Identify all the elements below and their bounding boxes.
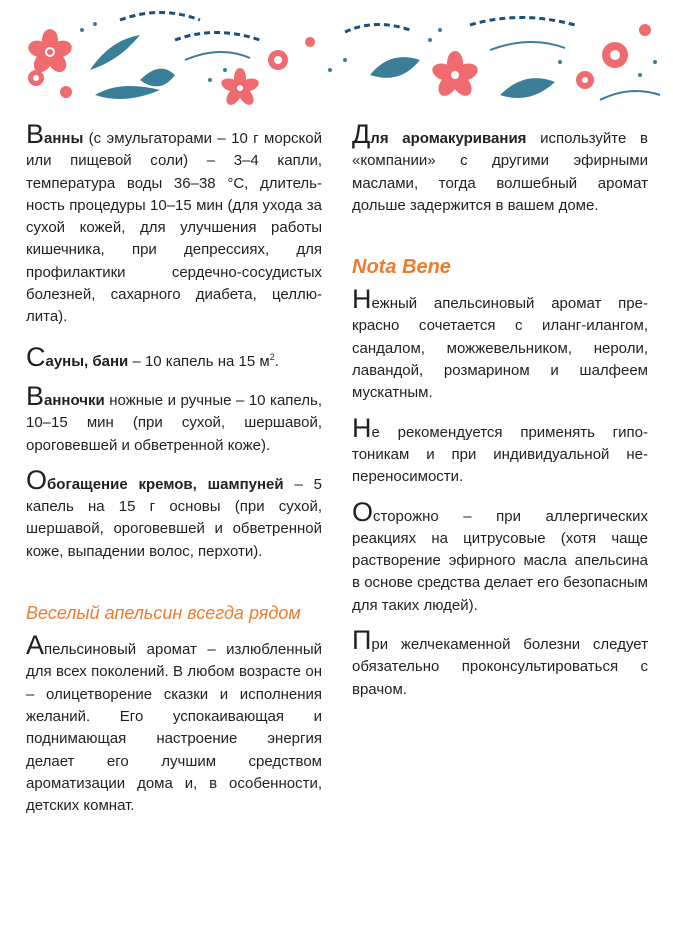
drop-cap: В <box>26 380 45 411</box>
nota-bene-item <box>352 496 648 617</box>
baths-term: анны <box>44 130 84 147</box>
drop-cap: С <box>26 341 46 372</box>
drop-cap: В <box>26 119 45 149</box>
enrich-paragraph <box>26 464 322 563</box>
right-column <box>352 119 648 701</box>
nota-bene-item <box>352 412 648 489</box>
drop-cap: Н <box>352 284 372 315</box>
saunas-paragraph <box>26 341 322 373</box>
drop-cap: П <box>352 625 372 656</box>
floral-banner <box>0 0 673 112</box>
drop-cap: О <box>352 496 374 527</box>
hand-foot-text: ножные и ручные – 10 капель, 10–15 мин (при сухой, шершавой, ороговевшей и обветренной коже). <box>26 391 322 454</box>
fumigation-paragraph <box>352 119 648 217</box>
aroma-text: пельсиновый аромат – излюбленный для всех поколений. В любом возрасте он – олицетворение сказки и исполнения желаний. Его успокаивающая и поднимающая настроение энергия делает его лучшим средством ароматизации дома и, в особенности, детских комнат. <box>26 641 322 815</box>
enrich-text: – 5 капель на 15 г основы (при сухой, шершавой, ороговевшей и обветренной коже, выпадении волос, перхоти). <box>26 475 322 560</box>
aroma-paragraph <box>26 630 322 817</box>
saunas-tail: . <box>274 352 279 370</box>
flower-icon <box>26 13 660 108</box>
drop-cap: А <box>26 630 45 661</box>
section-title-orange: Веселый апельсин всегда рядом <box>26 603 301 624</box>
nota-bene-item <box>352 625 648 701</box>
drop-cap: Н <box>352 412 372 443</box>
saunas-term: ауны, бани <box>45 352 129 370</box>
nota-bene-title: Nota Bene <box>352 256 451 279</box>
nota-bene-text: ежный апельсиновый аромат прекрасно сочетается с иланг-илангом, сандалом, можжевельником, нероли, лавандой, розмарином и шалфеем мускатным. <box>352 295 648 402</box>
hand-foot-paragraph <box>26 380 322 457</box>
nota-bene-text: е рекомендуется применять гипотоникам и при индивидуальной непереносимости. <box>352 423 648 486</box>
fumigation-text: используйте в «компании» с другими эфирными маслами, тогда волшебный аромат дольше задержится в вашем доме. <box>352 130 648 214</box>
superscript: 2 <box>269 351 275 362</box>
nota-bene-text: сторожно – при аллергических реакциях на цитрусовые (хотя чаще растворение эфирного масла апельсина в основе средства делает его безопасным для таких людей). <box>352 507 648 614</box>
drop-cap: Д <box>352 119 371 149</box>
fumigation-term: ля аромакуривания <box>370 130 527 147</box>
drop-cap: О <box>26 464 48 495</box>
nota-bene-item <box>352 284 648 404</box>
baths-paragraph <box>26 119 322 329</box>
enrich-term: богащение кремов, шампуней <box>47 475 284 493</box>
nota-bene-text: ри желчекаменной болезни следует обязательно проконсультироваться с врачом. <box>352 636 648 698</box>
hand-foot-term: анночки <box>44 391 105 409</box>
saunas-text: – 10 капель на 15 м <box>128 352 270 370</box>
baths-text: (с эмульгаторами – 10 г морской или пищевой соли) – 3–4 капли, температура воды 36–38 °С, длительность процедуры 10–15 мин (для ухода за сухой кожей, для улучшения работы кишечника, при депрессиях, для профилактики сердечно-сосудистых болезней, сахарного диабета, целлюлита). <box>26 130 322 326</box>
left-column <box>26 119 322 817</box>
